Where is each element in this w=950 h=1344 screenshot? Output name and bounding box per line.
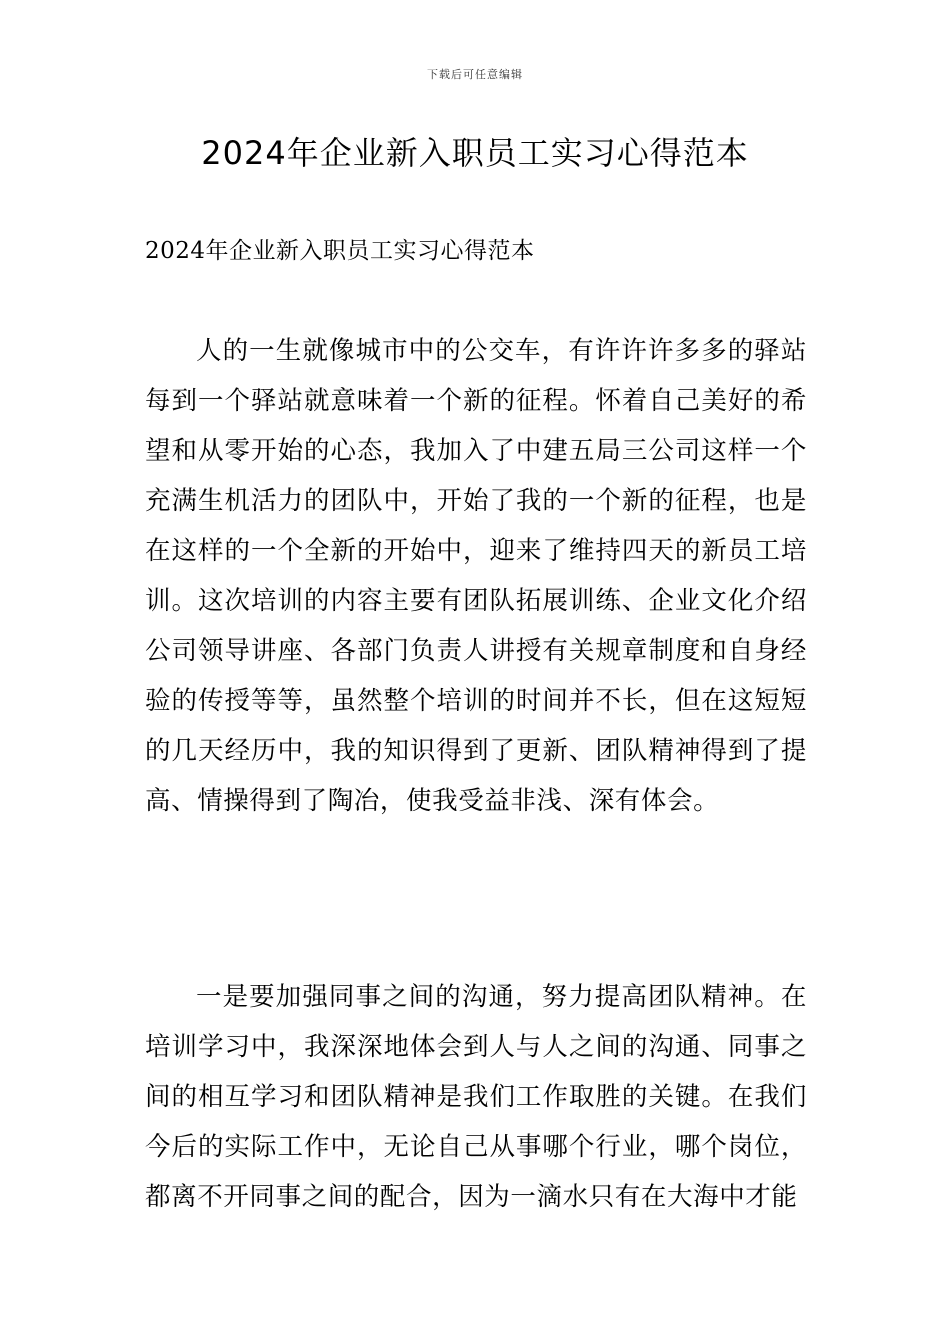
document-title: 2024年企业新入职员工实习心得范本 [201, 134, 749, 172]
body-paragraph: 一是要加强同事之间的沟通，努力提高团队精神。在培训学习中，我深深地体会到人与人之间的沟通、同事之间的相互学习和团队精神是我们工作取胜的关键。在我们今后的实际工作中，无论自己从事哪个行业，哪个岗位，都离不开同事之间的配合，因为一滴水只有在大海中才能 [145, 982, 807, 1212]
document-subtitle: 2024年企业新入职员工实习心得范本 [145, 238, 535, 264]
header-note: 下载后可任意编辑 [427, 68, 523, 81]
body-paragraph: 人的一生就像城市中的公交车，有许许许多多的驿站每到一个驿站就意味着一个新的征程。怀着自己美好的希望和从零开始的心态，我加入了中建五局三公司这样一个充满生机活力的团队中，开始了我的一个新的征程，也是在这样的一个全新的开始中，迎来了维持四天的新员工培训。这次培训的内容主要有团队拓展训练、企业文化介绍公司领导讲座、各部门负责人讲授有关规章制度和自身经验的传授等等，虽然整个培训的时间并不长，但在这短短的几天经历中，我的知识得到了更新、团队精神得到了提高、情操得到了陶冶，使我受益非浅、深有体会。 [145, 336, 807, 816]
